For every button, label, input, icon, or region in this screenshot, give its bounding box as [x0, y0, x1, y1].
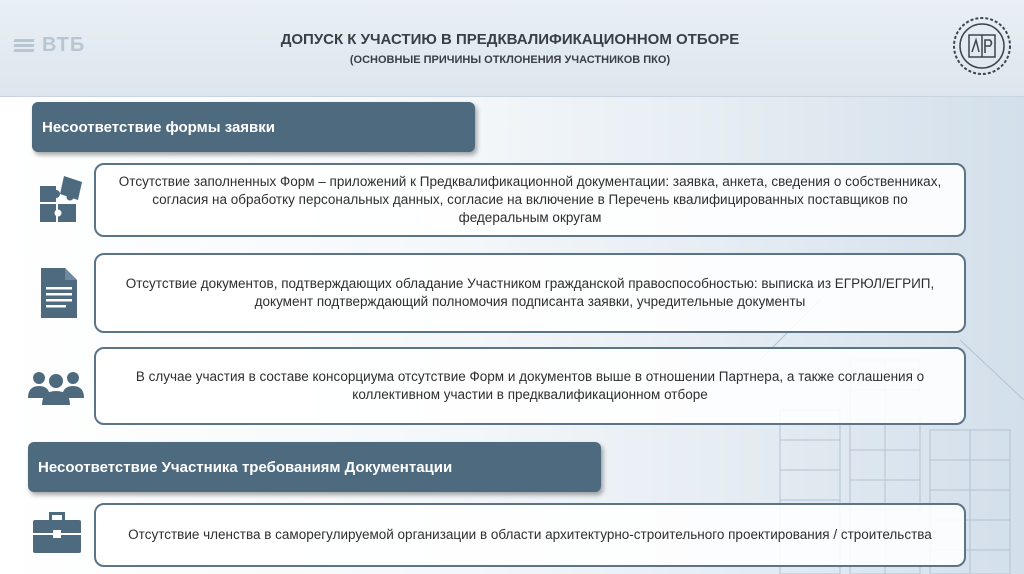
vtb-logo: [14, 34, 85, 57]
emblem-seal-icon: [952, 16, 1012, 76]
section-bar-form: Несоответствие формы заявки: [32, 102, 475, 152]
vtb-logo-mark-icon: [14, 39, 36, 53]
logo-text: ВТБ: [42, 34, 86, 56]
reason-card-forms: Отсутствие заполненных Форм – приложений к Предквалификационной документации: заявка, анкета, сведения о собственниках, согласия на обработку персональных данных, согласие на включение в Перечень квалифицированных поставщиков по федеральным округам: [94, 163, 966, 237]
page-title-block: [200, 31, 820, 66]
header: [0, 0, 1024, 97]
document-icon: [40, 267, 78, 319]
briefcase-icon: [32, 510, 82, 554]
people-group-icon: [28, 370, 84, 406]
page-title: ДОПУСК К УЧАСТИЮ В ПРЕДКВАЛИФИКАЦИОННОМ ОТБОРЕ: [280, 31, 740, 48]
section-bar-participant: Несоответствие Участника требованиям Документации: [28, 442, 601, 492]
page-subtitle: (ОСНОВНЫЕ ПРИЧИНЫ ОТКЛОНЕНИЯ УЧАСТНИКОВ ПКО): [349, 54, 671, 66]
puzzle-icon: [38, 174, 86, 224]
reason-card-documents: Отсутствие документов, подтверждающих обладание Участником гражданской правоспособностью: выписка из ЕГРЮЛ/ЕГРИП, документ подтверждающий полномочия подписанта заявки, учредительные документы: [94, 253, 966, 333]
reason-card-sro: Отсутствие членства в саморегулируемой организации в области архитектурно-строительного проектирования / строительства: [94, 503, 966, 567]
reason-card-consortium: В случае участия в составе консорциума отсутствие Форм и документов выше в отношении Партнера, а также соглашения о коллективном участии в предквалификационном отборе: [94, 347, 966, 425]
